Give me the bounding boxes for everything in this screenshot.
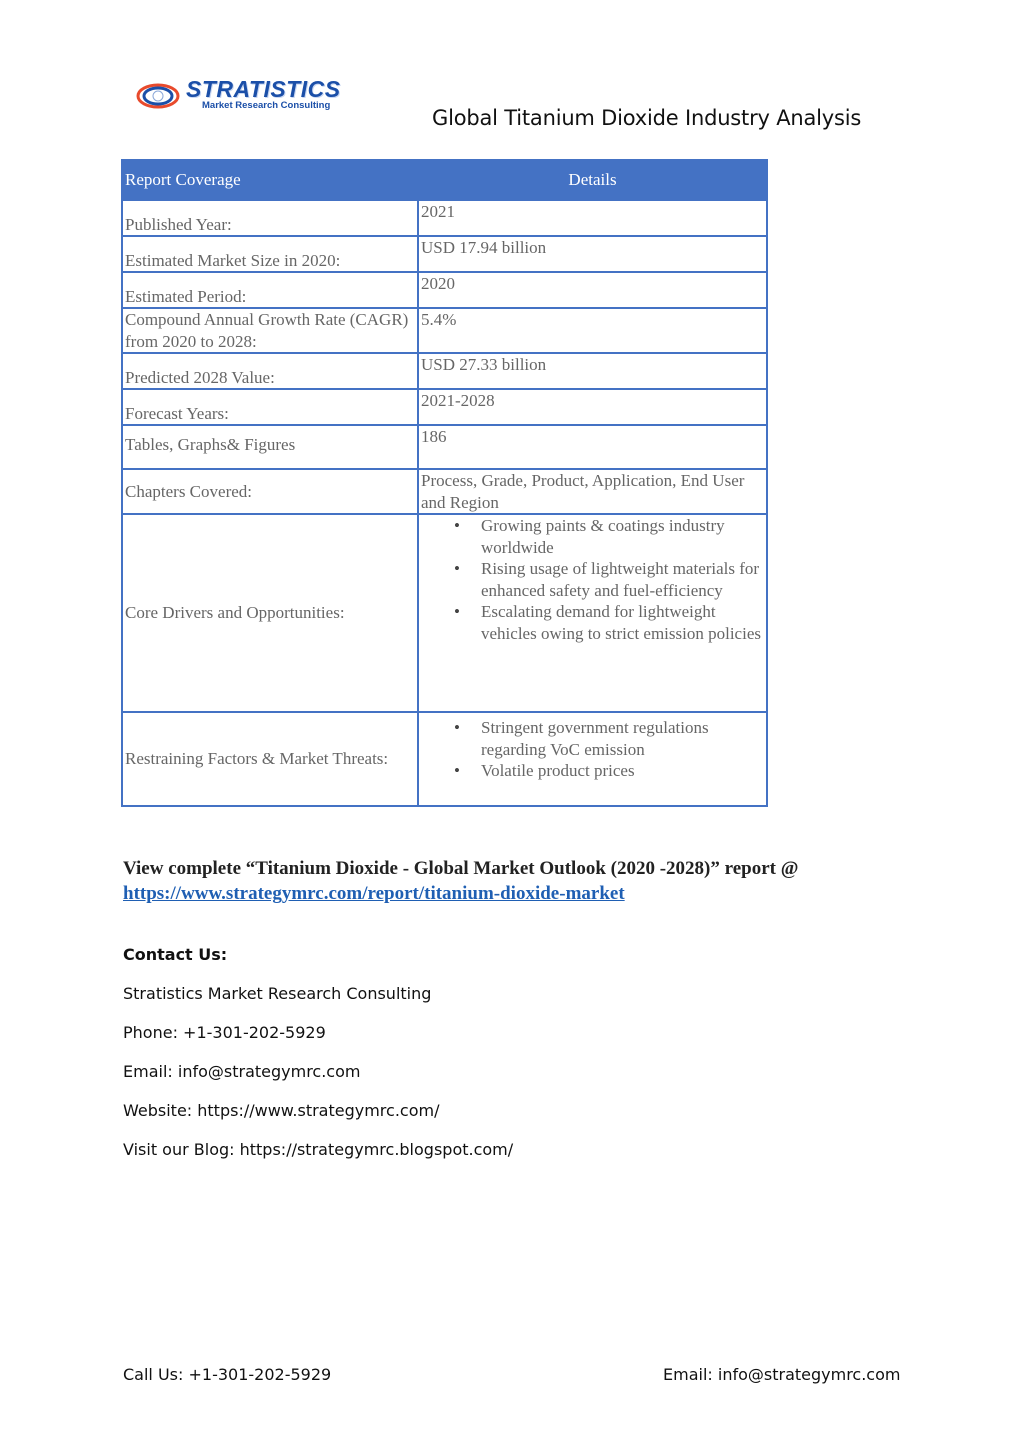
contact-company: Stratistics Market Research Consulting	[123, 984, 432, 1003]
threats-list	[421, 717, 764, 782]
table-row	[122, 308, 767, 353]
report-coverage-table	[121, 159, 768, 807]
row-label: Predicted 2028 Value:	[122, 353, 418, 389]
row-label: Estimated Period:	[122, 272, 418, 308]
table-header-row	[122, 160, 767, 200]
row-label: Published Year:	[122, 200, 418, 236]
footer-call: Call Us: +1-301-202-5929	[123, 1365, 332, 1384]
row-label: Estimated Market Size in 2020:	[122, 236, 418, 272]
contact-section	[123, 945, 513, 1179]
contact-phone: Phone: +1-301-202-5929	[123, 1023, 326, 1042]
list-item: • Volatile product prices	[481, 760, 764, 782]
row-label: Forecast Years:	[122, 389, 418, 425]
row-value: 2020	[418, 272, 767, 308]
threats-value	[418, 712, 767, 806]
contact-blog: Visit our Blog: https://strategymrc.blogspot.com/	[123, 1140, 514, 1159]
row-value: Process, Grade, Product, Application, End User and Region	[418, 469, 767, 514]
row-value: 2021-2028	[418, 389, 767, 425]
contact-email: Email: info@strategymrc.com	[123, 1062, 361, 1081]
row-value: USD 17.94 billion	[418, 236, 767, 272]
drivers-value	[418, 514, 767, 712]
list-item: • Stringent government regulations regarding VoC emission	[481, 717, 764, 760]
contact-heading: Contact Us:	[123, 945, 228, 964]
drivers-list	[421, 515, 764, 644]
col-header-coverage: Report Coverage	[122, 160, 418, 200]
logo-tagline: Market Research Consulting	[202, 100, 331, 111]
table-row	[122, 353, 767, 389]
contact-website: Website: https://www.strategymrc.com/	[123, 1101, 440, 1120]
list-item: • Escalating demand for lightweight vehicles owing to strict emission policies	[481, 601, 764, 644]
view-report-paragraph	[123, 856, 883, 906]
table-row	[122, 236, 767, 272]
table-row	[122, 389, 767, 425]
report-link[interactable]: https://www.strategymrc.com/report/titanium-dioxide-market	[123, 883, 625, 904]
col-header-details: Details	[418, 160, 767, 200]
drivers-label: Core Drivers and Opportunities:	[122, 514, 418, 712]
list-item: • Growing paints & coatings industry worldwide	[481, 515, 764, 558]
company-logo	[136, 78, 351, 114]
logo-swoosh-icon	[136, 78, 184, 114]
row-label: Tables, Graphs& Figures	[122, 425, 418, 469]
table-row	[122, 514, 767, 712]
table-row	[122, 469, 767, 514]
view-report-text: View complete “Titanium Dioxide - Global Market Outlook (2020 -2028)” report @	[123, 858, 799, 879]
footer-email: Email: info@strategymrc.com	[663, 1365, 901, 1384]
threats-label: Restraining Factors & Market Threats:	[122, 712, 418, 806]
row-label: Chapters Covered:	[122, 469, 418, 514]
row-label: Compound Annual Growth Rate (CAGR) from 2020 to 2028:	[122, 308, 418, 353]
row-value: 186	[418, 425, 767, 469]
table-row	[122, 200, 767, 236]
row-value: 2021	[418, 200, 767, 236]
logo-brand: STRATISTICS	[186, 76, 341, 102]
row-value: 5.4%	[418, 308, 767, 353]
table-row	[122, 425, 767, 469]
row-value: USD 27.33 billion	[418, 353, 767, 389]
table-row	[122, 272, 767, 308]
list-item: • Rising usage of lightweight materials for enhanced safety and fuel-efficiency	[481, 558, 764, 601]
page-title: Global Titanium Dioxide Industry Analysis	[432, 106, 862, 130]
table-row	[122, 712, 767, 806]
